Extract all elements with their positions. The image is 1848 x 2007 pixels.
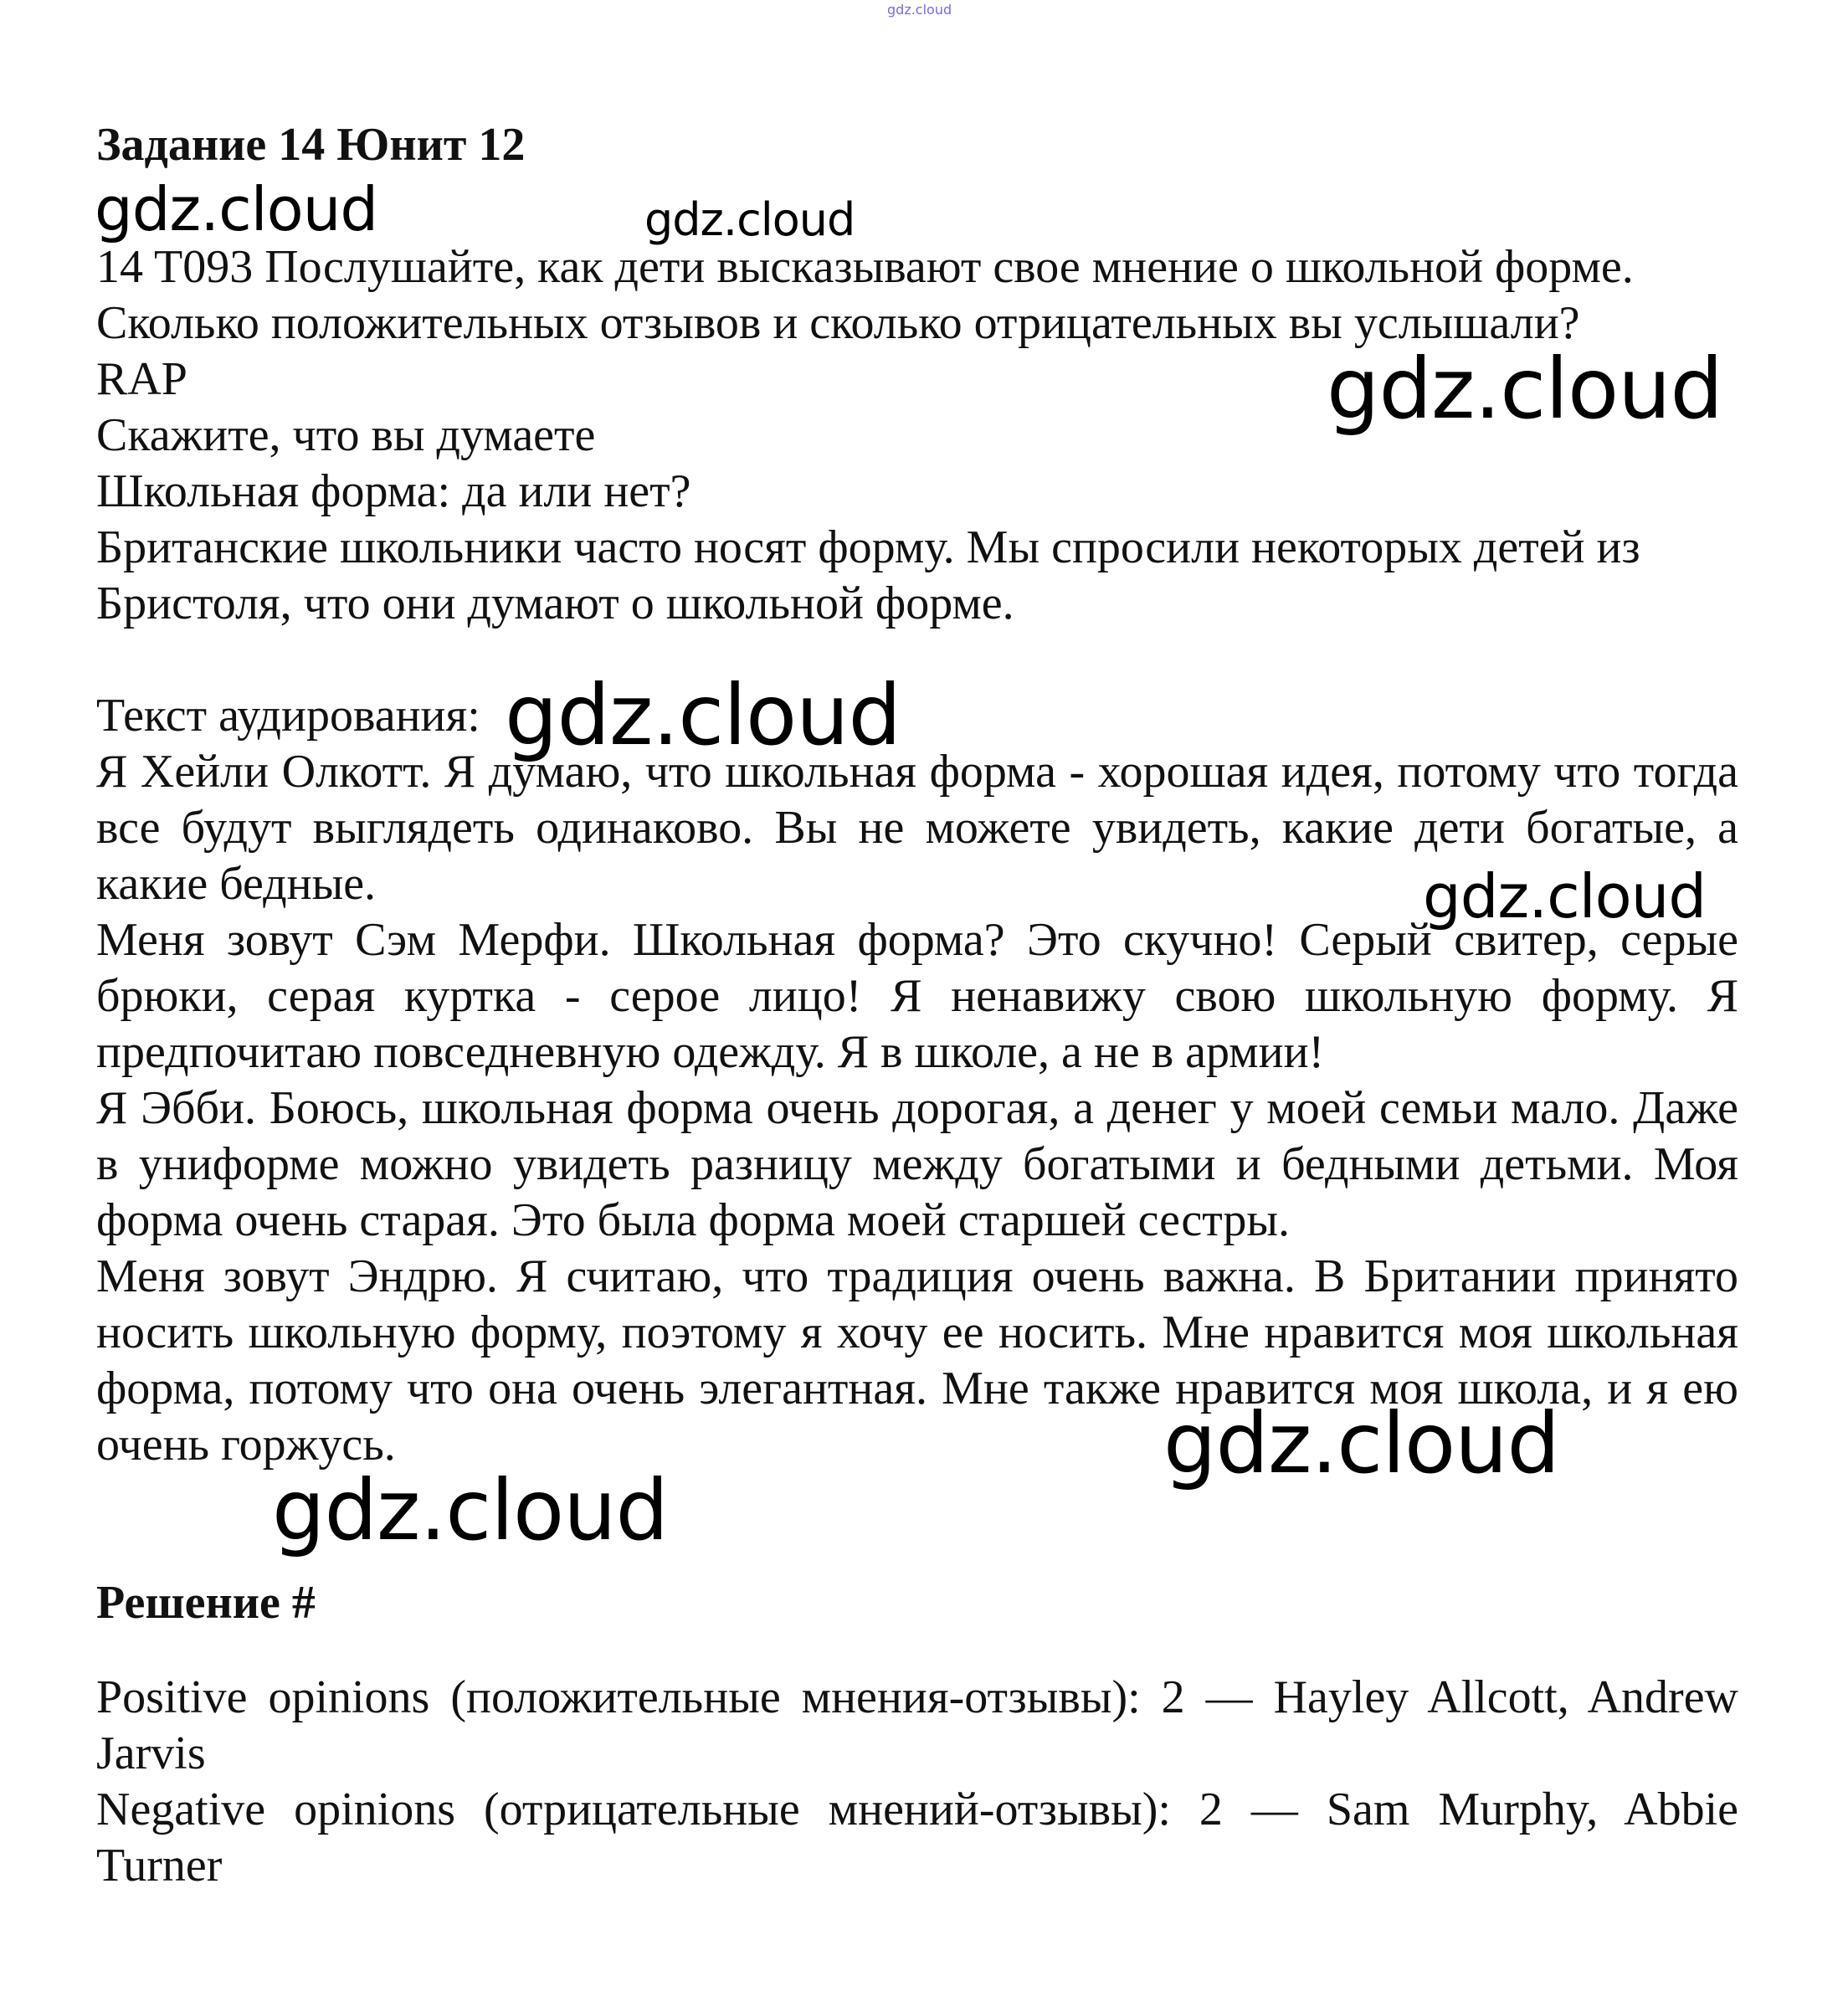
listening-paragraph: Меня зовут Эндрю. Я считаю, что традиция очень важна. В Британии принято носить школьную форму, поэтому я хочу ее носить. Мне нравится моя школьная форма, потому что она очень элегантная. Мне также нравится моя школа, и я ею очень горжусь. xyxy=(96,1250,1738,1471)
listening-label: Текст аудирования: xyxy=(96,690,480,742)
watermark: gdz.cloud xyxy=(95,174,378,244)
intro-line: 14 T093 Послушайте, как дети высказывают свое мнение о школьной форме. xyxy=(96,241,1634,293)
solution-title: Решение # xyxy=(96,1577,316,1629)
watermark: gdz.cloud xyxy=(272,1461,669,1559)
listening-paragraph: Меня зовут Сэм Мерфи. Школьная форма? Это скучно! Серый свитер, серые брюки, серая куртка - серое лицо! Я ненавижу свою школьную форму. Я предпочитаю повседневную одежду. Я в школе, а не в армии! xyxy=(96,914,1738,1078)
listening-paragraph: Я Хейли Олкотт. Я думаю, что школьная форма - хорошая идея, потому что тогда все будут выглядеть одинаково. Вы не можете увидеть, какие дети богатые, а какие бедные. xyxy=(96,746,1738,910)
listening-paragraph: Я Эбби. Боюсь, школьная форма очень дорогая, а денег у моей семьи мало. Даже в униформе можно увидеть разницу между богатыми и бедными детьми. Моя форма очень старая. Это была форма моей старшей сестры. xyxy=(96,1082,1738,1246)
intro-line: Британские школьники часто носят форму. Мы спросили некоторых детей из xyxy=(96,521,1640,573)
intro-line: Бристоля, что они думают о школьной форме. xyxy=(96,577,1014,629)
watermark-top: gdz.cloud xyxy=(887,2,952,18)
intro-line: Школьная форма: да или нет? xyxy=(96,465,691,517)
task-title: Задание 14 Юнит 12 xyxy=(96,119,526,171)
watermark: gdz.cloud xyxy=(1423,861,1707,932)
solution-positive: Positive opinions (положительные мнения-отзывы): 2 — Hayley Allcott, Andrew Jarvis xyxy=(96,1671,1738,1779)
watermark: gdz.cloud xyxy=(644,193,855,246)
solution-negative: Negative opinions (отрицательные мнений-отзывы): 2 — Sam Murphy, Abbie Turner xyxy=(96,1784,1738,1892)
intro-line: Сколько положительных отзывов и сколько отрицательных вы услышали? xyxy=(96,297,1580,349)
watermark: gdz.cloud xyxy=(505,666,901,764)
watermark: gdz.cloud xyxy=(1163,1394,1560,1492)
intro-line: RAP xyxy=(96,353,187,405)
watermark: gdz.cloud xyxy=(1327,340,1723,438)
intro-line: Скажите, что вы думаете xyxy=(96,409,596,461)
